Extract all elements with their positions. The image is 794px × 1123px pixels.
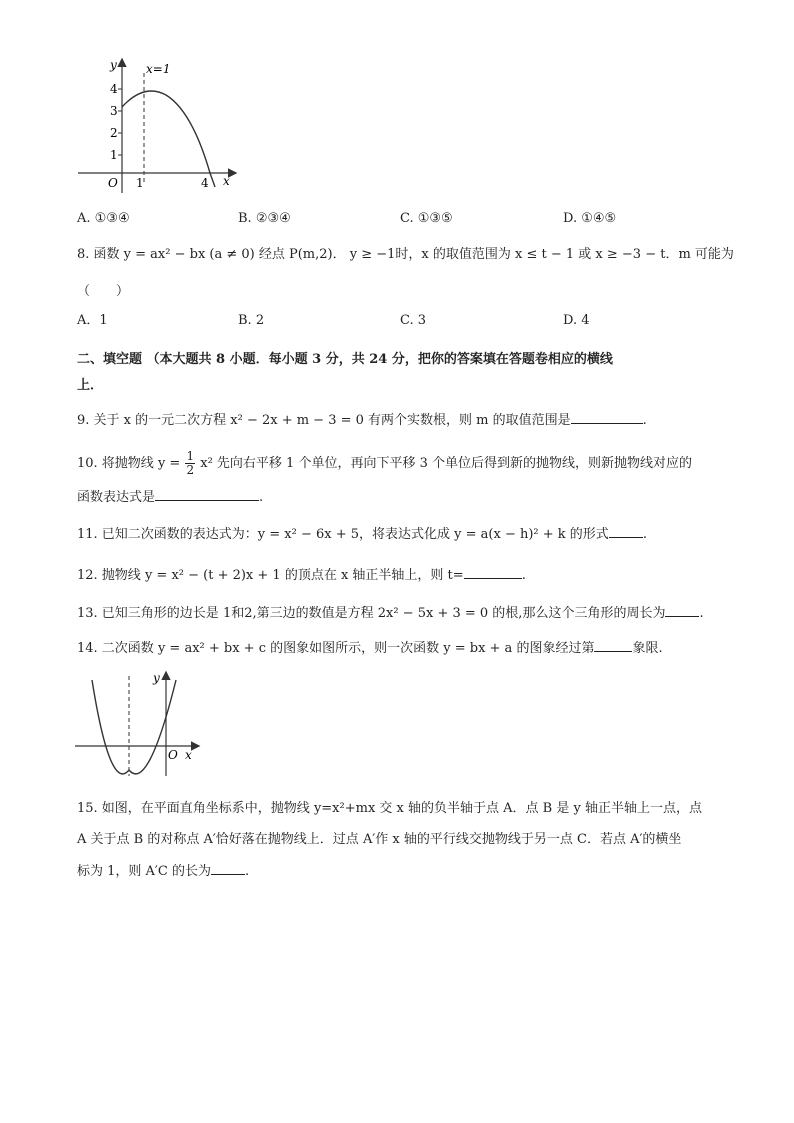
q12-text: 12. 抛物线 y = x² − (t + 2)x + 1 的顶点在 x 轴正半轴上，则 t= bbox=[77, 568, 464, 583]
q10-fraction-den: 2 bbox=[186, 463, 195, 477]
q8-answer-paren: （ ） bbox=[77, 284, 130, 299]
origin-label: O bbox=[168, 748, 178, 762]
parabola-graph-1 bbox=[70, 55, 240, 195]
q15-end: . bbox=[244, 864, 250, 879]
q11 bbox=[77, 525, 647, 544]
parabola-curve bbox=[92, 680, 176, 774]
q11-text: 11. 已知二次函数的表达式为：y = x² − 6x + 5，将表达式化成 y = a(x − h)² + k 的形式 bbox=[77, 527, 609, 542]
q10-end: . bbox=[259, 490, 264, 505]
x-axis-label: x bbox=[223, 174, 230, 188]
y-tick-4: 4 bbox=[110, 82, 118, 96]
x-axis-label: x bbox=[185, 748, 192, 762]
section-2-heading-line1: 二、填空题 （本大题共 8 小题．每小题 3 分，共 24 分，把你的答案填在答题卷相应的横线 bbox=[77, 352, 613, 367]
origin-label: O bbox=[108, 176, 118, 190]
q12 bbox=[77, 566, 526, 585]
q10-answer-blank bbox=[155, 488, 259, 501]
q14-answer-blank bbox=[594, 639, 632, 652]
q15-line3-text: 标为 1，则 A′C 的长为 bbox=[77, 864, 211, 879]
q7-option-a: A. ①③④ bbox=[77, 211, 130, 226]
symmetry-axis-label: x=1 bbox=[146, 62, 171, 76]
q8-option-d: D. 4 bbox=[563, 313, 590, 328]
q14-end: 象限. bbox=[632, 641, 663, 656]
q8-option-c: C. 3 bbox=[400, 313, 427, 328]
q9-text: 9. 关于 x 的一元二次方程 x² − 2x + m − 3 = 0 有两个实数根，则 m 的取值范围是 bbox=[77, 413, 571, 428]
y-axis-label: y bbox=[110, 58, 117, 72]
x-tick-1: 1 bbox=[136, 176, 144, 190]
q13 bbox=[77, 604, 704, 623]
y-tick-1: 1 bbox=[110, 148, 118, 162]
q7-option-c: C. ①③⑤ bbox=[400, 211, 453, 226]
q14 bbox=[77, 639, 663, 658]
q10-line2 bbox=[77, 488, 263, 507]
q15-answer-blank bbox=[211, 862, 245, 875]
q8-text: 8. 函数 y = ax² − bx (a ≠ 0) 经点 P(m,2)． y ≥ −1时，x 的取值范围为 x ≤ t − 1 或 x ≥ −3 − t．m 可能为 bbox=[77, 247, 734, 262]
q15-line2: A 关于点 B 的对称点 A′恰好落在抛物线上．过点 A′作 x 轴的平行线交抛物线于另一点 C．若点 A′的横坐 bbox=[77, 832, 682, 847]
q12-answer-blank bbox=[464, 566, 522, 579]
q7-option-b: B. ②③④ bbox=[238, 211, 291, 226]
q10-pre: 10. 将抛物线 y = bbox=[77, 456, 181, 471]
q10 bbox=[77, 450, 692, 477]
x-tick-4: 4 bbox=[201, 176, 209, 190]
q11-end: . bbox=[642, 527, 647, 542]
section-2-heading-line2: 上． bbox=[77, 378, 104, 393]
q13-text: 13. 已知三角形的边长是 1和2,第三边的数值是方程 2x² − 5x + 3 = 0 的根,那么这个三角形的周长为 bbox=[77, 606, 666, 621]
q9 bbox=[77, 411, 647, 430]
q7-option-d: D. ①④⑤ bbox=[563, 211, 617, 226]
q10-fraction-num: 1 bbox=[186, 449, 195, 463]
q10-post: x² 先向右平移 1 个单位，再向下平移 3 个单位后得到新的抛物线，则新抛物线对应的 bbox=[200, 456, 692, 471]
q11-answer-blank bbox=[609, 525, 643, 538]
y-tick-2: 2 bbox=[110, 126, 118, 140]
q13-answer-blank bbox=[665, 604, 699, 617]
q12-end: . bbox=[521, 568, 526, 583]
q15-line3 bbox=[77, 862, 249, 881]
q13-end: . bbox=[699, 606, 704, 621]
parabola-graph-2 bbox=[70, 668, 205, 778]
q10-line2-text: 函数表达式是 bbox=[77, 490, 156, 505]
q9-answer-blank bbox=[571, 411, 643, 424]
q9-end: . bbox=[642, 413, 647, 428]
y-axis-label: y bbox=[153, 671, 160, 685]
q8-option-a: A．1 bbox=[77, 313, 108, 328]
q14-text: 14. 二次函数 y = ax² + bx + c 的图象如图所示，则一次函数 y = bx + a 的图象经过第 bbox=[77, 641, 595, 656]
q10-fraction bbox=[185, 450, 195, 477]
q15-line1: 15. 如图，在平面直角坐标系中，抛物线 y=x²+mx 交 x 轴的负半轴于点 A．点 B 是 y 轴正半轴上一点，点 bbox=[77, 801, 702, 816]
q8-option-b: B. 2 bbox=[238, 313, 265, 328]
y-tick-3: 3 bbox=[110, 104, 118, 118]
